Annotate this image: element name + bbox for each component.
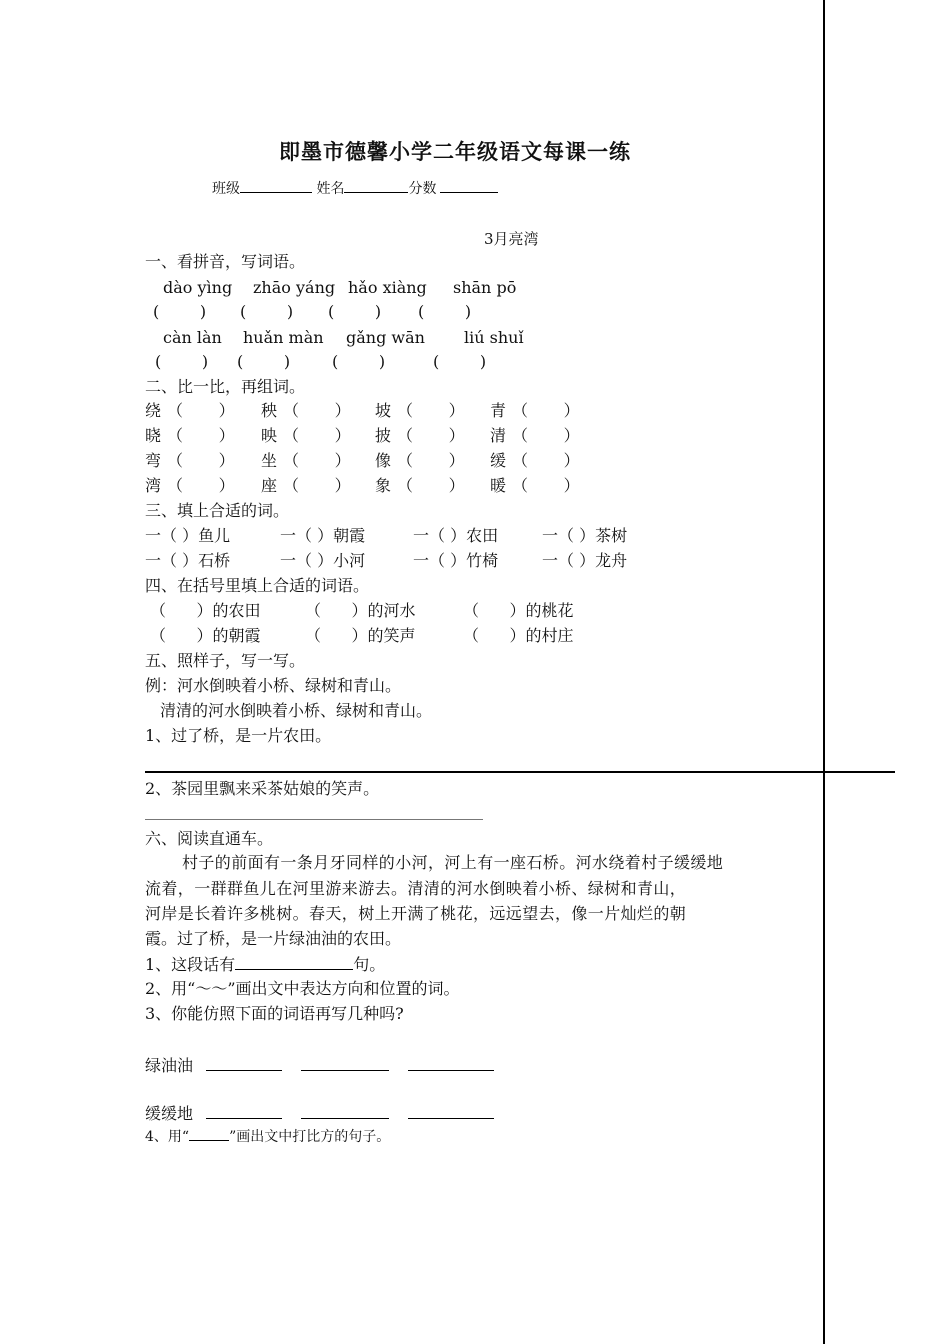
- reading-question-4: [145, 1127, 390, 1147]
- char: 晓: [145, 426, 162, 445]
- pinyin: zhāo yáng: [253, 278, 336, 297]
- char: 坐: [261, 451, 278, 470]
- section-5-heading: 五、照样子，写一写。: [145, 651, 306, 670]
- char: 坡: [375, 401, 392, 420]
- word-blank[interactable]: [206, 1103, 282, 1119]
- section-4-heading: 四、在括号里填上合适的词语。: [145, 576, 370, 595]
- name-label: 姓名: [316, 181, 345, 197]
- pinyin: gǎng wān: [346, 328, 425, 347]
- passage-line: 村子的前面有一条月牙同样的小河，河上有一座石桥。河水绕着村子缓缓地: [182, 853, 724, 872]
- fill-item[interactable]: （ ）的村庄: [463, 626, 574, 645]
- char: 像: [375, 451, 392, 470]
- answer-paren[interactable]: （ ）: [397, 401, 465, 420]
- char: 秧: [261, 401, 278, 420]
- worksheet-title: 即墨市德馨小学二年级语文每课一练: [279, 140, 631, 164]
- char: 暖: [490, 476, 507, 495]
- fill-item[interactable]: 一（ ）鱼儿: [145, 526, 231, 545]
- class-label: 班级: [212, 181, 240, 197]
- fill-item[interactable]: （ ）的桃花: [463, 601, 574, 620]
- score-label: 分数: [408, 181, 437, 197]
- char: 弯: [145, 451, 162, 470]
- margin-vertical-line: [823, 0, 825, 1344]
- pinyin: càn làn: [163, 328, 222, 347]
- question-text: 4、用“: [145, 1129, 190, 1145]
- fill-item[interactable]: 一（ ）竹椅: [413, 551, 499, 570]
- answer-paren[interactable]: （ ）: [397, 451, 465, 470]
- reading-question-2: 2、用“～～”画出文中表达方向和位置的词。: [145, 979, 460, 998]
- word-imitation-row: [145, 1101, 508, 1124]
- passage-line: 流着，一群群鱼儿在河里游来游去。清清的河水倒映着小桥、绿树和青山，: [145, 879, 687, 898]
- answer-paren[interactable]: ( ): [328, 302, 382, 321]
- answer-paren[interactable]: ( ): [332, 352, 386, 371]
- answer-paren[interactable]: ( ): [433, 352, 487, 371]
- section-2-heading: 二、比一比，再组词。: [145, 377, 306, 396]
- answer-paren[interactable]: （ ）: [512, 451, 580, 470]
- student-info-row: [212, 178, 498, 198]
- fill-item[interactable]: 一（ ）小河: [280, 551, 366, 570]
- char: 湾: [145, 476, 162, 495]
- answer-paren[interactable]: （ ）: [283, 401, 351, 420]
- answer-line[interactable]: [145, 819, 483, 820]
- passage-line: 河岸是长着许多桃树。春天，树上开满了桃花，远远望去，像一片灿烂的朝: [145, 904, 687, 923]
- answer-paren[interactable]: ( ): [153, 302, 207, 321]
- reading-question-3: 3、你能仿照下面的词语再写几种吗?: [145, 1004, 404, 1023]
- sentence-count-blank[interactable]: [235, 954, 353, 970]
- char: 清: [490, 426, 507, 445]
- class-blank[interactable]: [240, 178, 312, 193]
- answer-paren[interactable]: ( ): [418, 302, 472, 321]
- answer-paren[interactable]: （ ）: [167, 426, 235, 445]
- pinyin: huǎn màn: [243, 328, 324, 347]
- rewrite-question-1: 1、过了桥，是一片农田。: [145, 726, 332, 745]
- fill-item[interactable]: 一（ ）朝霞: [280, 526, 366, 545]
- fill-item[interactable]: （ ）的农田: [150, 601, 261, 620]
- answer-paren[interactable]: （ ）: [512, 426, 580, 445]
- word-blank[interactable]: [408, 1055, 494, 1071]
- answer-paren[interactable]: （ ）: [167, 401, 235, 420]
- answer-paren[interactable]: ( ): [237, 352, 291, 371]
- word-blank[interactable]: [206, 1055, 282, 1071]
- section-1-heading: 一、看拼音，写词语。: [145, 252, 306, 271]
- answer-paren[interactable]: （ ）: [512, 401, 580, 420]
- answer-paren[interactable]: （ ）: [397, 476, 465, 495]
- pinyin: hǎo xiàng: [348, 278, 427, 297]
- char: 绕: [145, 401, 162, 420]
- word-blank[interactable]: [301, 1103, 389, 1119]
- lesson-title: 3月亮湾: [484, 230, 539, 248]
- answer-paren[interactable]: ( ): [155, 352, 209, 371]
- fill-item[interactable]: 一（ ）农田: [413, 526, 499, 545]
- fill-item[interactable]: （ ）的朝霞: [150, 626, 261, 645]
- fill-item[interactable]: （ ）的笑声: [305, 626, 416, 645]
- answer-paren[interactable]: （ ）: [283, 451, 351, 470]
- reading-question-1: [145, 954, 385, 975]
- answer-paren[interactable]: （ ）: [512, 476, 580, 495]
- question-text: 1、这段话有: [145, 955, 236, 974]
- answer-paren[interactable]: ( ): [240, 302, 294, 321]
- underline-sample: [189, 1128, 229, 1141]
- word-blank[interactable]: [301, 1055, 389, 1071]
- char: 座: [261, 476, 278, 495]
- pinyin: liú shuǐ: [464, 328, 524, 347]
- char: 披: [375, 426, 392, 445]
- example-answer: 清清的河水倒映着小桥、绿树和青山。: [160, 701, 433, 720]
- char: 缓: [490, 451, 507, 470]
- example-sentence: 例：河水倒映着小桥、绿树和青山。: [145, 676, 402, 695]
- answer-paren[interactable]: （ ）: [167, 476, 235, 495]
- rewrite-question-2: 2、茶园里飘来采茶姑娘的笑声。: [145, 779, 380, 798]
- question-text: ”画出文中打比方的句子。: [229, 1129, 391, 1145]
- section-3-heading: 三、填上合适的词。: [145, 501, 290, 520]
- char: 青: [490, 401, 507, 420]
- pinyin: shān pō: [453, 278, 517, 297]
- sample-word: 缓缓地: [145, 1104, 194, 1123]
- answer-paren[interactable]: （ ）: [167, 451, 235, 470]
- answer-paren[interactable]: （ ）: [283, 476, 351, 495]
- word-imitation-row: [145, 1053, 508, 1076]
- fill-item[interactable]: 一（ ）茶树: [542, 526, 628, 545]
- word-blank[interactable]: [408, 1103, 494, 1119]
- answer-paren[interactable]: （ ）: [397, 426, 465, 445]
- answer-paren[interactable]: （ ）: [283, 426, 351, 445]
- sample-word: 绿油油: [145, 1056, 194, 1075]
- fill-item[interactable]: 一（ ）龙舟: [542, 551, 628, 570]
- char: 象: [375, 476, 392, 495]
- section-6-heading: 六、阅读直通车。: [145, 829, 274, 848]
- fill-item[interactable]: （ ）的河水: [305, 601, 416, 620]
- passage-line: 霞。过了桥，是一片绿油油的农田。: [145, 929, 402, 948]
- fill-item[interactable]: 一（ ）石桥: [145, 551, 231, 570]
- question-text: 句。: [353, 955, 386, 974]
- score-blank[interactable]: [440, 178, 498, 193]
- pinyin: dào yìng: [163, 278, 233, 297]
- fold-horizontal-line: [145, 771, 895, 773]
- name-blank[interactable]: [344, 178, 408, 193]
- char: 映: [261, 426, 278, 445]
